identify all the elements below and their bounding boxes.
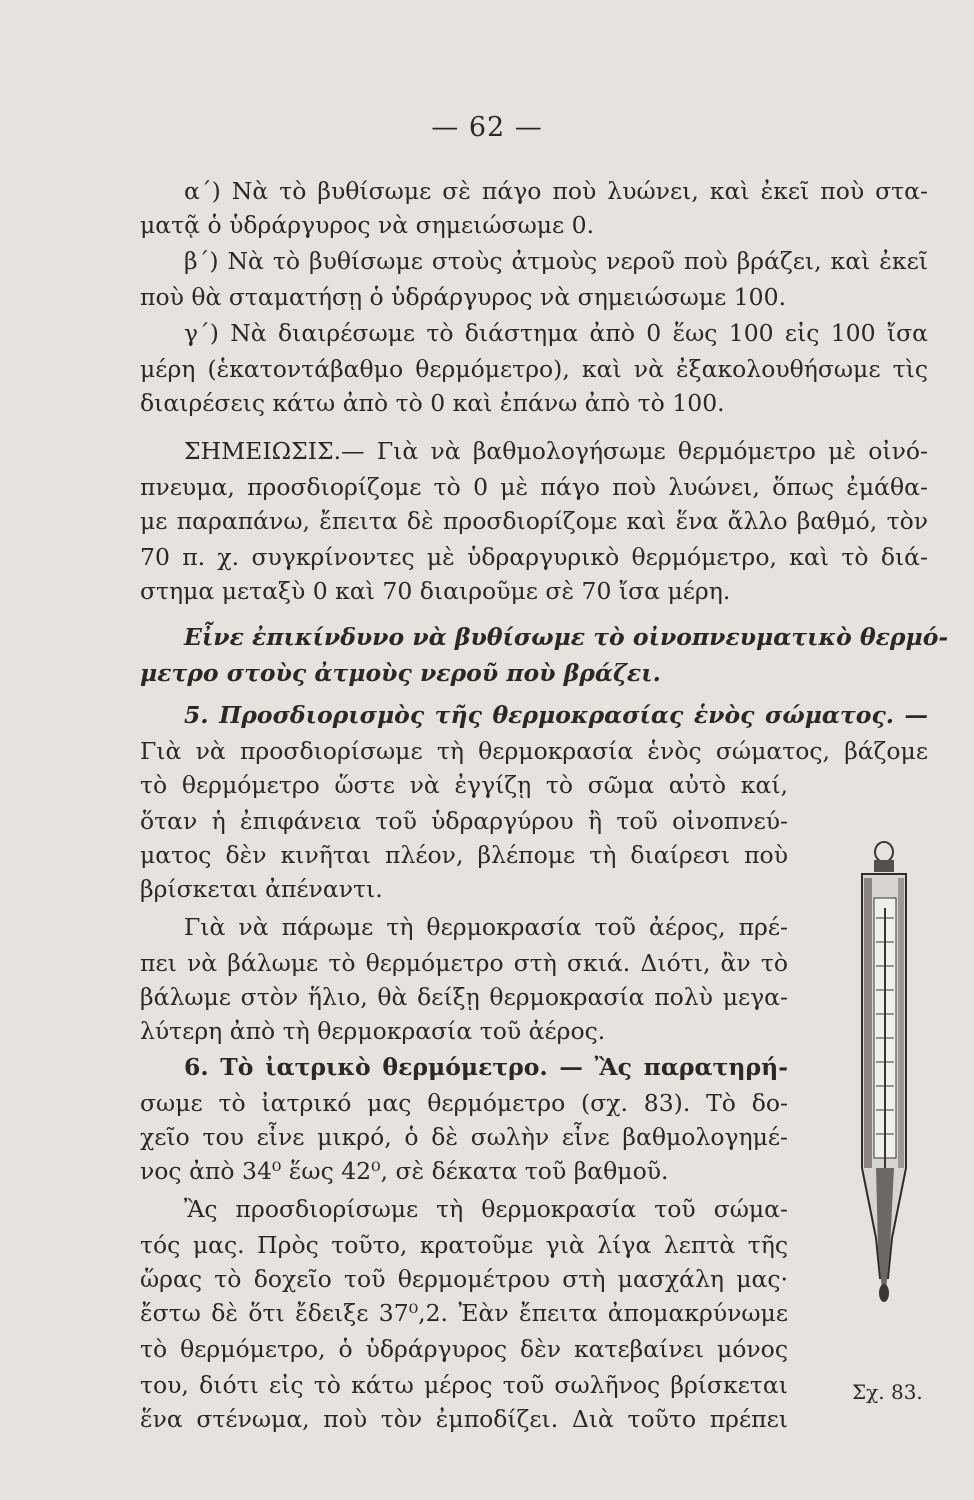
text-line: Γιὰ νὰ προσδιορίσωμε τὴ θερμοκρασία ἑνὸς σώματος, βάζομε <box>140 737 928 765</box>
warning-line: μετρο στοὺς ἀτμοὺς νεροῦ ποὺ βράζει. <box>140 659 661 687</box>
text-line: πνευμα, προσδιορίζομε τὸ 0 μὲ πάγο ποὺ λυώνει, ὅπως ἐμάθα- <box>140 473 928 501</box>
text-line: α΄) Νὰ τὸ βυθίσωμε σὲ πάγο ποὺ λυώνει, καὶ ἐκεῖ ποὺ στα- <box>184 177 928 205</box>
text-line: ἔστω δὲ ὅτι ἔδειξε 37⁰,2. Ἐὰν ἔπειτα ἀπομακρύνωμε <box>140 1299 788 1327</box>
text-line: σωμε τὸ ἰατρικό μας θερμόμετρο (σχ. 83). Τὸ δο- <box>140 1089 788 1117</box>
text-line: χεῖο του εἶνε μικρό, ὁ δὲ σωλὴν εἶνε βαθμολογημέ- <box>140 1123 788 1151</box>
text-line: ὥρας τὸ δοχεῖο τοῦ θερμομέτρου στὴ μασχάλη μας· <box>140 1265 788 1293</box>
text-line: λύτερη ἀπὸ τὴ θερμοκρασία τοῦ ἀέρος. <box>140 1017 606 1045</box>
text-line: βάλωμε στὸν ἥλιο, θὰ δείξῃ θερμοκρασία πολὺ μεγα- <box>140 983 788 1011</box>
warning-line: Εἶνε ἐπικίνδυνο νὰ βυθίσωμε τὸ οἰνοπνευματικὸ θερμό- <box>184 623 949 651</box>
text-line: τὸ θερμόμετρο ὥστε νὰ ἐγγίζῃ τὸ σῶμα αὐτὸ καί, <box>140 771 788 799</box>
text-line: ματᾷ ὁ ὑδράργυρος νὰ σημειώσωμε 0. <box>140 211 595 239</box>
text-line: διαιρέσεις κάτω ἀπὸ τὸ 0 καὶ ἐπάνω ἀπὸ τὸ 100. <box>140 389 725 417</box>
text-line: ΣΗΜΕΙΩΣΙΣ.— Γιὰ νὰ βαθμολογήσωμε θερμόμετρο μὲ οἰνό- <box>184 437 928 465</box>
text-line: ποὺ θὰ σταματήσῃ ὁ ὑδράργυρος νὰ σημειώσωμε 100. <box>140 283 787 311</box>
text-line: Γιὰ νὰ πάρωμε τὴ θερμοκρασία τοῦ ἀέρος, πρέ- <box>184 913 788 941</box>
text-line: στημα μεταξὺ 0 καὶ 70 διαιροῦμε σὲ 70 ἴσα μέρη. <box>140 577 731 605</box>
medical-thermometer-illustration <box>840 838 928 1308</box>
section-heading: 6. Τὸ ἰατρικὸ θερμόμετρο. — Ἂς παρατηρή- <box>184 1053 788 1081</box>
text-line: β΄) Νὰ τὸ βυθίσωμε στοὺς ἀτμοὺς νεροῦ ποὺ βράζει, καὶ ἐκεῖ <box>184 247 928 275</box>
text-line: ἕνα στένωμα, ποὺ τὸν ἐμποδίζει. Διὰ τοῦτο πρέπει <box>140 1405 788 1433</box>
text-line: 70 π. χ. συγκρίνοντες μὲ ὑδραργυρικὸ θερμόμετρο, καὶ τὸ διά- <box>140 543 928 571</box>
figure-caption: Σχ. 83. <box>852 1380 923 1404</box>
text-line: με παραπάνω, ἔπειτα δὲ προσδιορίζομε καὶ ἕνα ἄλλο βαθμό, τὸν <box>140 507 928 535</box>
text-line: τός μας. Πρὸς τοῦτο, κρατοῦμε γιὰ λίγα λεπτὰ τῆς <box>140 1231 788 1259</box>
text-line: γ΄) Νὰ διαιρέσωμε τὸ διάστημα ἀπὸ 0 ἕως 100 εἰς 100 ἴσα <box>184 319 928 347</box>
text-line: τὸ θερμόμετρο, ὁ ὑδράργυρος δὲν κατεβαίνει μόνος <box>140 1335 788 1363</box>
text-line: του, διότι εἰς τὸ κάτω μέρος τοῦ σωλῆνος βρίσκεται <box>140 1371 788 1399</box>
section-heading: 5. Προσδιορισμὸς τῆς θερμοκρασίας ἑνὸς σώματος. — <box>184 701 928 729</box>
text-line: μέρη (ἑκατοντάβαθμο θερμόμετρο), καὶ νὰ ἐξακολουθήσωμε τὶς <box>140 355 928 383</box>
text-line: ματος δὲν κινῆται πλέον, βλέπομε τὴ διαίρεσι ποὺ <box>140 841 788 869</box>
text-line: βρίσκεται ἀπέναντι. <box>140 875 383 903</box>
text-line: πει νὰ βάλωμε τὸ θερμόμετρο στὴ σκιά. Διότι, ἂν τὸ <box>140 949 788 977</box>
text-line: Ἂς προσδιορίσωμε τὴ θερμοκρασία τοῦ σώμα- <box>184 1195 788 1223</box>
page-number: — 62 — <box>431 112 543 143</box>
text-line: ὅταν ἡ ἐπιφάνεια τοῦ ὑδραργύρου ἢ τοῦ οἰνοπνεύ- <box>140 807 788 835</box>
text-line: νος ἀπὸ 34⁰ ἕως 42⁰, σὲ δέκατα τοῦ βαθμοῦ. <box>140 1157 669 1185</box>
